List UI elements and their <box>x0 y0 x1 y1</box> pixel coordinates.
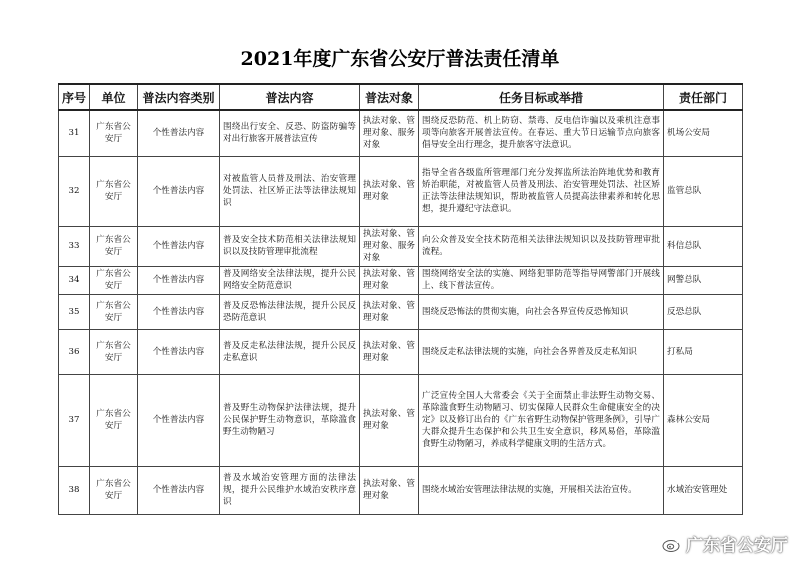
row-unit: 广东省公安厅 <box>90 374 138 466</box>
col-header-number: 序号 <box>59 84 90 110</box>
col-header-category: 普法内容类别 <box>138 84 220 110</box>
table-header-row <box>59 84 743 110</box>
table-row <box>59 226 743 266</box>
row-number: 34 <box>59 266 90 294</box>
row-content: 普及安全技术防范相关法律法规知识以及技防管理审批流程 <box>220 226 360 266</box>
row-content: 普及反恐怖法律法规，提升公民反恐防范意识 <box>220 294 360 329</box>
row-task: 围绕反恐怖法的贯彻实施，向社会各界宣传反恐怖知识 <box>419 294 664 329</box>
row-department: 森林公安局 <box>664 374 743 466</box>
row-task: 围绕水域治安管理法律法规的实施，开展相关法治宣传。 <box>419 466 664 514</box>
row-content: 普及反走私法律法规，提升公民反走私意识 <box>220 329 360 374</box>
row-number: 38 <box>59 466 90 514</box>
row-content: 对被监管人员普及刑法、治安管理处罚法、社区矫正法等法律法规知识 <box>220 156 360 226</box>
row-unit: 广东省公安厅 <box>90 156 138 226</box>
row-number: 32 <box>59 156 90 226</box>
responsibility-table <box>58 83 743 515</box>
row-unit: 广东省公安厅 <box>90 266 138 294</box>
row-task: 广泛宣传全国人大常委会《关于全面禁止非法野生动物交易、革除滥食野生动物陋习、切实保障人民群众生命健康安全的决定》以及修订出台的《广东省野生动物保护管理条例》，引导广大群众提升生态保护和公共卫生安全意识，移风易俗，革除滥食野生动物陋习，养成科学健康文明的生活方式。 <box>419 374 664 466</box>
row-number: 35 <box>59 294 90 329</box>
watermark <box>662 531 788 556</box>
row-unit: 广东省公安厅 <box>90 294 138 329</box>
row-task: 向公众普及安全技术防范相关法律法规知识以及技防管理审批流程。 <box>419 226 664 266</box>
row-target: 执法对象、管理对象 <box>360 374 419 466</box>
table-row <box>59 110 743 156</box>
row-task: 围绕反走私法律法规的实施，向社会各界普及反走私知识 <box>419 329 664 374</box>
row-task: 指导全省各级监所管理部门充分发挥监所法治阵地优势和教育矫治职能，对被监管人员普及刑法、治安管理处罚法、社区矫正法等法律法规知识，帮助被监管人员提高法律素养和转化思想，提升遵纪守法意识。 <box>419 156 664 226</box>
row-target: 执法对象、管理对象、服务对象 <box>360 226 419 266</box>
row-content: 普及野生动物保护法律法规，提升公民保护野生动物意识，革除滥食野生动物陋习 <box>220 374 360 466</box>
col-header-task: 任务目标或举措 <box>419 84 664 110</box>
row-department: 网警总队 <box>664 266 743 294</box>
table-row <box>59 266 743 294</box>
table-row <box>59 294 743 329</box>
table-row <box>59 156 743 226</box>
row-number: 37 <box>59 374 90 466</box>
row-target: 执法对象、管理对象、服务对象 <box>360 110 419 156</box>
row-department: 反恐总队 <box>664 294 743 329</box>
col-header-target: 普法对象 <box>360 84 419 110</box>
table-row <box>59 374 743 466</box>
row-target: 执法对象、管理对象 <box>360 466 419 514</box>
row-category: 个性普法内容 <box>138 374 220 466</box>
row-unit: 广东省公安厅 <box>90 466 138 514</box>
row-unit: 广东省公安厅 <box>90 226 138 266</box>
row-category: 个性普法内容 <box>138 266 220 294</box>
row-content: 普及水域治安管理方面的法律法规，提升公民维护水域治安秩序意识 <box>220 466 360 514</box>
col-header-department: 责任部门 <box>664 84 743 110</box>
row-department: 打私局 <box>664 329 743 374</box>
table-row <box>59 466 743 514</box>
row-category: 个性普法内容 <box>138 329 220 374</box>
table-row <box>59 329 743 374</box>
row-category: 个性普法内容 <box>138 466 220 514</box>
row-category: 个性普法内容 <box>138 226 220 266</box>
col-header-unit: 单位 <box>90 84 138 110</box>
row-category: 个性普法内容 <box>138 156 220 226</box>
row-content: 普及网络安全法律法规，提升公民网络安全防范意识 <box>220 266 360 294</box>
weibo-logo-icon <box>662 534 682 554</box>
row-number: 36 <box>59 329 90 374</box>
row-department: 监管总队 <box>664 156 743 226</box>
row-unit: 广东省公安厅 <box>90 110 138 156</box>
col-header-content: 普法内容 <box>220 84 360 110</box>
row-target: 执法对象、管理对象 <box>360 266 419 294</box>
row-department: 水域治安管理处 <box>664 466 743 514</box>
row-department: 机场公安局 <box>664 110 743 156</box>
row-category: 个性普法内容 <box>138 110 220 156</box>
row-number: 31 <box>59 110 90 156</box>
row-category: 个性普法内容 <box>138 294 220 329</box>
row-target: 执法对象、管理对象 <box>360 156 419 226</box>
row-task: 围绕网络安全法的实施、网络犯罪防范等指导网警部门开展线上、线下普法宣传。 <box>419 266 664 294</box>
row-task: 围绕反恐防范、机上防窃、禁毒、反电信诈骗以及乘机注意事项等向旅客开展普法宣传。在春运、重大节日运输节点向旅客倡导安全出行理念，提升旅客守法意识。 <box>419 110 664 156</box>
document-title: 2021年度广东省公安厅普法责任清单 <box>240 48 560 70</box>
row-department: 科信总队 <box>664 226 743 266</box>
watermark-text: 广东省公安厅 <box>686 536 788 556</box>
row-target: 执法对象、管理对象 <box>360 329 419 374</box>
row-content: 围绕出行安全、反恐、防盗防骗等对出行旅客开展普法宣传 <box>220 110 360 156</box>
row-unit: 广东省公安厅 <box>90 329 138 374</box>
row-number: 33 <box>59 226 90 266</box>
row-target: 执法对象、管理对象 <box>360 294 419 329</box>
